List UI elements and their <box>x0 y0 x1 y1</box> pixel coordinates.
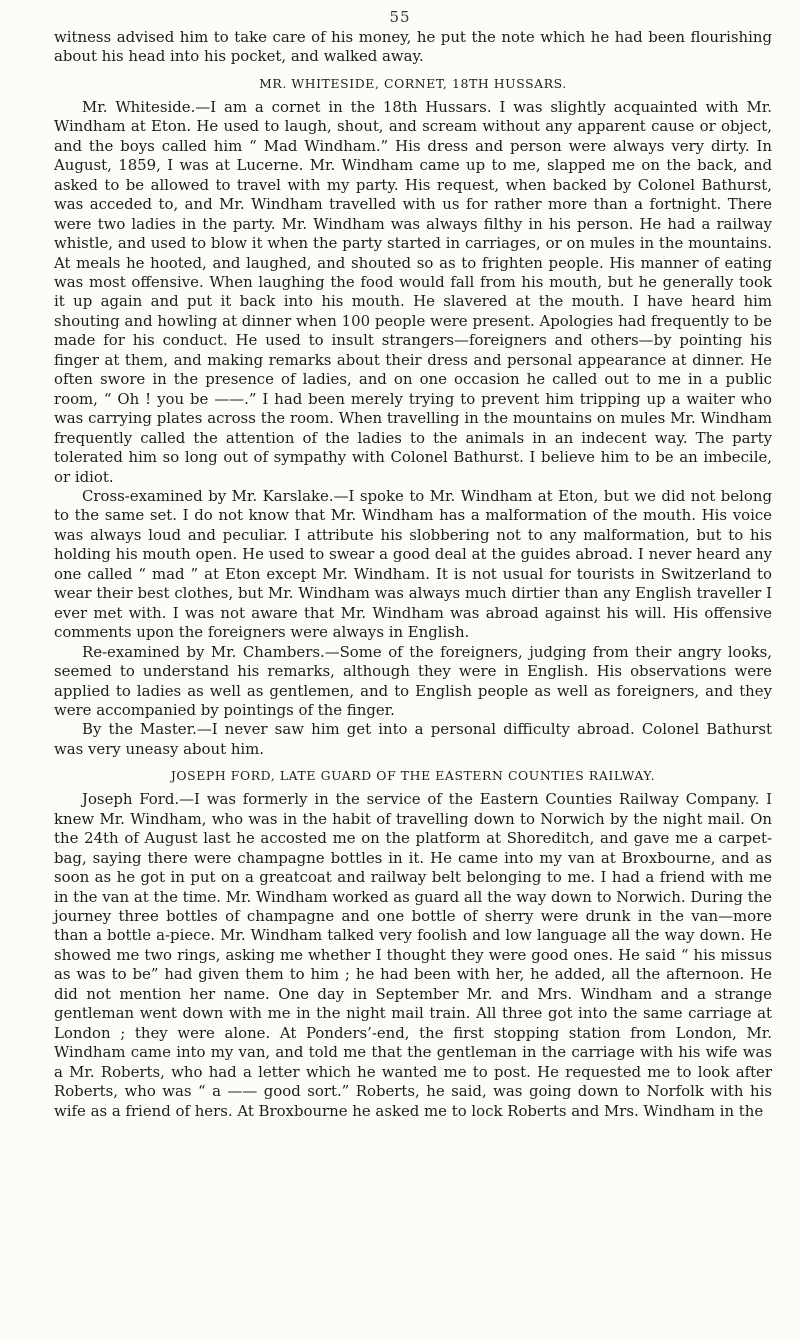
paragraph-whiteside-cross-examination: Cross-examined by Mr. Karslake.—I spoke to Mr. Windham at Eton, but we did not belong to the same set. I do not know that Mr. Windham has a malformation of the mouth. His voice was always loud and peculiar. I attribute his slobbering not to any malformation, but to his holding his mouth open. He used to swear a good deal at the guides abroad. I never heard any one called “ mad ” at Eton except Mr. Windham. It is not usual for tourists in Switzerland to wear their best clothes, but Mr. Windham was always much dirtier than any English traveller I ever met with. I was not aware that Mr. Windham was abroad against his will. His offensive comments upon the foreigners were always in English. <box>54 486 772 642</box>
page-number: 55 <box>389 8 411 26</box>
paragraph-whiteside-by-master: By the Master.—I never saw him get into a personal difficulty abroad. Colonel Bathurst was very uneasy about him. <box>54 720 772 758</box>
paragraph-whiteside-re-examination: Re-examined by Mr. Chambers.—Some of the foreigners, judging from their angry looks, seemed to understand his remarks, although they were in English. His observations were applied to ladies as well as gentlemen, and to English people as well as foreigners, and they were accompanied by pointings of the finger. <box>54 642 772 719</box>
section-heading-ford: JOSEPH FORD, LATE GUARD OF THE EASTERN COUNTIES RAILWAY. <box>170 768 656 784</box>
opening-paragraph: witness advised him to take care of his money, he put the note which he had been flourishing about his head into his pocket, and walked away. <box>54 28 772 66</box>
paragraph-whiteside-testimony: Mr. Whiteside.—I am a cornet in the 18th Hussars. I was slightly acquainted with Mr. Windham at Eton. He used to laugh, shout, and scream without any apparent cause or object, and the boys called him “ Mad Windham.” His dress and person were always very dirty. In August, 1859, I was at Lucerne. Mr. Windham came up to me, slapped me on the back, and asked to be allowed to travel with my party. His request, when backed by Colonel Bathurst, was acceded to, and Mr. Windham travelled with us for rather more than a fortnight. There were two ladies in the party. Mr. Windham was always filthy in his person. He had a railway whistle, and used to blow it when the party started in carriages, or on mules in the mountains. At meals he hooted, and laughed, and shouted so as to frighten people. His manner of eating was most offensive. When laughing the food would fall from his mouth, but he generally took it up again and put it back into his mouth. He slavered at the mouth. I have heard him shouting and howling at dinner when 100 people were present. Apologies had frequently to be made for his conduct. He used to insult strangers—foreigners and others—by pointing his finger at them, and making remarks about their dress and personal appearance at dinner. He often swore in the presence of ladies, and on one occasion he called out to me in a public room, “ Oh ! you be ——.” I had been merely trying to prevent him tripping up a waiter who was carrying plates across the room. When travelling in the mountains on mules Mr. Windham frequently called the attention of the ladies to the animals in an indecent way. The party tolerated him so long out of sympathy with Colonel Bathurst. I believe him to be an imbecile, or idiot. <box>54 97 772 486</box>
paragraph-ford-testimony: Joseph Ford.—I was formerly in the service of the Eastern Counties Railway Company. I knew Mr. Windham, who was in the habit of travelling down to Norwich by the night mail. On the 24th of August last he accosted me on the platform at Shoreditch, and gave me a carpet-bag, saying there were champagne bottles in it. He came into my van at Broxbourne, and as soon as he got in put on a greatcoat and railway belt belonging to me. I had a friend with me in the van at the time. Mr. Windham worked as guard all the way down to Norwich. During the journey three bottles of champagne and one bottle of sherry were drunk in the van—more than a bottle a-piece. Mr. Windham talked very foolish and low language all the way down. He showed me two rings, asking me whether I thought they were good ones. He said “ his missus as was to be” had given them to him ; he had been with her, he added, all the afternoon. He did not mention her name. One day in September Mr. and Mrs. Windham and a strange gentleman went down with me in the night mail train. All three got into the same carriage at London ; they were alone. At Ponders’-end, the first stopping station from London, Mr. Windham came into my van, and told me that the gentleman in the carriage with his wife was a Mr. Roberts, who had a letter which he wanted me to post. He requested me to look after Roberts, who was “ a —— good sort.” Roberts, he said, was going down to Norfolk with his wife as a friend of hers. At Broxbourne he asked me to lock Roberts and Mrs. Windham in the <box>54 790 772 1120</box>
text-column <box>54 28 772 1121</box>
section-heading-whiteside: MR. WHITESIDE, CORNET, 18TH HUSSARS. <box>259 75 567 91</box>
